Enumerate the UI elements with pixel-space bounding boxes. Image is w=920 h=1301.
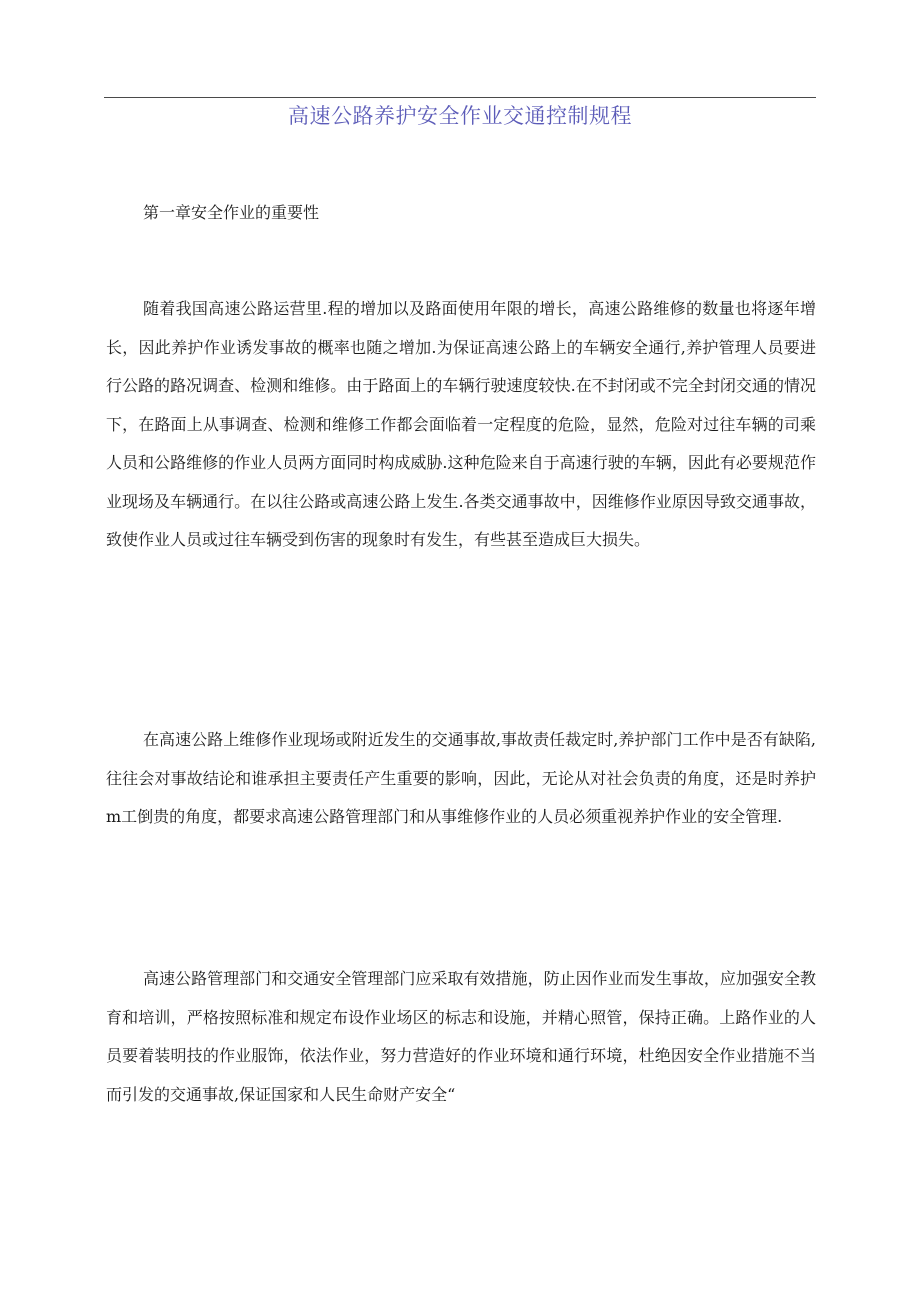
document-title: 高速公路养护安全作业交通控制规程 xyxy=(288,104,632,128)
paragraph-2: 在高速公路上维修作业现场或附近发生的交通事故,事故责任裁定时,养护部门工作中是否有缺陷,往往会对事故结论和谁承担主要责任产生重要的影响，因此，无论从对社会负责的角度，还是时养护m工倒贵的角度，都要求高速公路管理部门和从事维修作业的人员必须重视养护作业的安全管理. xyxy=(106,730,816,826)
paragraph-3: 高速公路管理部门和交通安全管理部门应采取有效措施，防止因作业而发生事故，应加强安全教育和培训，严格按照标准和规定布设作业场区的标志和设施，并精心照管，保持正确。上路作业的人员要着装明技的作业服饰，依法作业，努力营造好的作业环境和通行环境，杜绝因安全作业措施不当而引发的交通事故,保证国家和人民生命财产安全“ xyxy=(106,969,816,1104)
chapter-heading: 第一章安全作业的重要性 xyxy=(143,203,320,222)
header-rule xyxy=(104,97,816,98)
paragraph-1: 随着我国高速公路运营里.程的增加以及路面使用年限的增长，高速公路维修的数量也将逐年增长，因此养护作业诱发事故的概率也随之增加.为保证高速公路上的车辆安全通行,养护管理人员要进行公路的路况调查、检测和维修。由于路面上的车辆行驶速度较快.在不封闭或不完全封闭交通的情况下，在路面上从事调查、检测和维修工作都会面临着一定程度的危险，显然，危险对过往车辆的司乘人员和公路维修的作业人员两方面同时构成威胁.这种危险来自于高速行驶的车辆，因此有必要规范作业现场及车辆通行。在以往公路或高速公路上发生.各类交通事故中，因维修作业原因导致交通事故，致使作业人员或过往车辆受到伤害的现象时有发生，有些甚至造成巨大损失。 xyxy=(106,299,816,549)
